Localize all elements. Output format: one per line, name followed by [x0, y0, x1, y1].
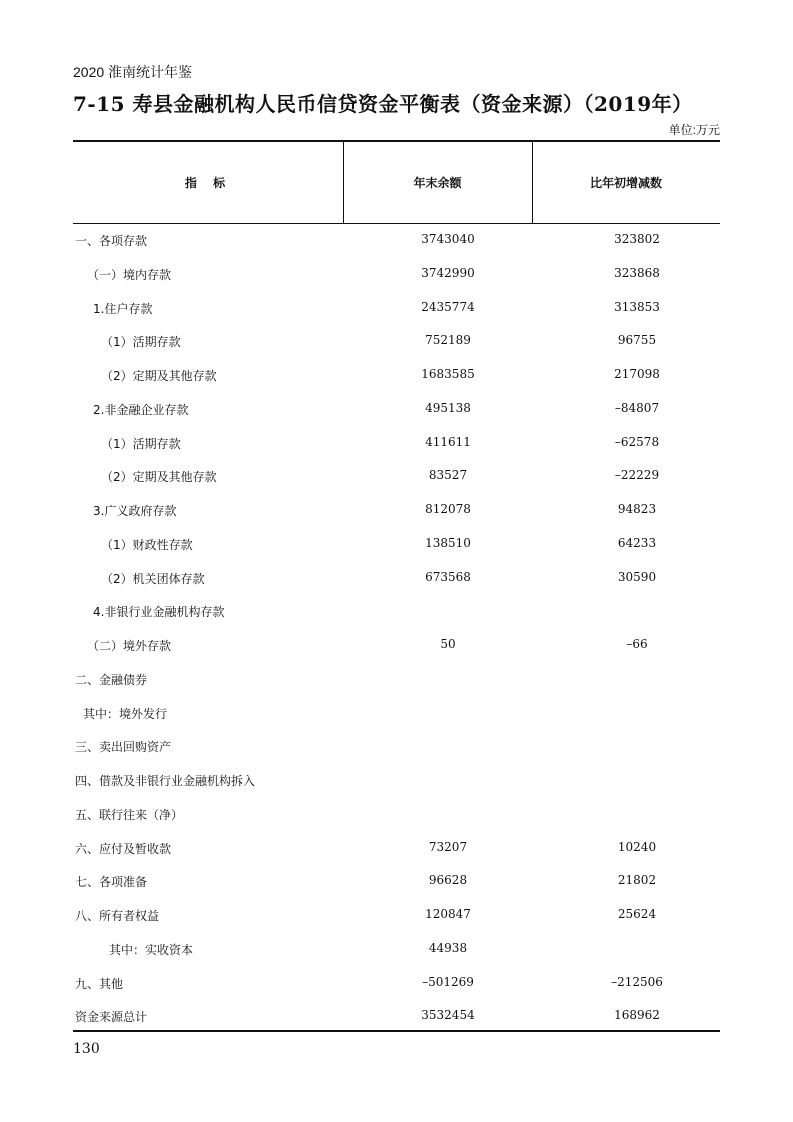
year-end-value: 73207: [428, 839, 468, 854]
table-row: [73, 359, 720, 393]
book-title: 2020 淮南统计年鉴: [73, 64, 193, 80]
unit-label: 单位:万元: [668, 123, 720, 137]
row-label: （一）境内存款: [87, 267, 172, 282]
year-end-value: 673568: [425, 569, 471, 584]
row-label: 九、其他: [75, 976, 124, 991]
table-row: [73, 258, 720, 292]
table-row: [73, 224, 720, 258]
change-value: –212506: [611, 974, 663, 989]
table-row: [73, 697, 720, 731]
change-value: 323868: [614, 265, 660, 280]
row-label: 资金来源总计: [75, 1010, 148, 1025]
change-value: –66: [626, 637, 648, 651]
year-end-value: 3532454: [421, 1008, 475, 1023]
change-value: –22229: [614, 468, 660, 483]
column-header-year-end: 年末余额: [413, 176, 462, 190]
table-bottom-rule: [73, 1030, 720, 1032]
change-value: 30590: [617, 569, 657, 584]
change-value: 217098: [614, 367, 660, 381]
row-label: （2）定期及其他存款: [101, 369, 217, 383]
row-label: 1.住户存款: [93, 301, 153, 316]
table-row: [73, 764, 720, 798]
change-value: 10240: [617, 839, 657, 854]
table-row: [73, 494, 720, 528]
table-row: [73, 933, 720, 967]
table-row: [73, 562, 720, 596]
year-end-value: 96628: [428, 873, 468, 888]
table-row: [73, 528, 720, 562]
row-label: 3.广义政府存款: [93, 504, 177, 518]
row-label: （1）活期存款: [101, 335, 181, 350]
year-end-value: 495138: [425, 400, 471, 415]
year-end-value: 138510: [425, 535, 471, 550]
year-end-value: 1683585: [421, 367, 475, 381]
table-row: [73, 325, 720, 359]
year-end-value: 120847: [425, 907, 471, 921]
row-label: （1）财政性存款: [101, 537, 193, 552]
row-label: 其中：境外发行: [83, 706, 168, 721]
table-top-rule: [73, 140, 720, 142]
row-label: 二、金融债券: [75, 672, 148, 687]
column-header-indicator: 指 标: [184, 176, 232, 190]
table-row: [73, 865, 720, 899]
table-row: [73, 460, 720, 494]
table-row: [73, 1000, 720, 1034]
year-end-value: 812078: [425, 502, 471, 516]
table-row: [73, 798, 720, 832]
change-value: 21802: [617, 873, 657, 888]
year-end-value: 2435774: [421, 299, 475, 314]
table-row: [73, 427, 720, 461]
row-label: （2）机关团体存款: [101, 571, 205, 586]
table-title: 7-15 寿县金融机构人民币信贷资金平衡表（资金来源）（2019年）: [73, 92, 693, 116]
year-end-value: 83527: [428, 468, 468, 483]
row-label: 五、联行往来（净）: [75, 807, 184, 822]
change-value: 25624: [617, 907, 657, 921]
row-label: （1）活期存款: [101, 436, 181, 451]
table-row: [73, 899, 720, 933]
year-end-value: 411611: [425, 434, 471, 449]
row-label: 八、所有者权益: [75, 909, 160, 923]
row-label: 2.非金融企业存款: [93, 402, 189, 417]
change-value: 168962: [614, 1008, 660, 1023]
table-row: [73, 967, 720, 1001]
year-end-value: 50: [440, 637, 456, 651]
year-end-value: 3743040: [421, 232, 475, 246]
year-end-value: –501269: [422, 974, 474, 989]
table-row: [73, 595, 720, 629]
year-end-value: 752189: [425, 333, 471, 348]
change-value: 64233: [617, 535, 657, 550]
year-end-value: 44938: [428, 940, 468, 955]
table-row: [73, 663, 720, 697]
table-row: [73, 832, 720, 866]
row-label: 三、卖出回购资产: [75, 740, 172, 755]
table-row: [73, 292, 720, 326]
table-row: [73, 393, 720, 427]
row-label: 一、各项存款: [75, 234, 148, 248]
table-body: [73, 224, 720, 1034]
table-row: [73, 730, 720, 764]
row-label: 4.非银行业金融机构存款: [93, 605, 225, 620]
row-label: 四、借款及非银行业金融机构拆入: [75, 774, 256, 788]
row-label: 其中：实收资本: [109, 942, 194, 957]
year-end-value: 3742990: [421, 265, 475, 280]
column-header-change: 比年初增减数: [589, 176, 662, 190]
change-value: 96755: [617, 333, 657, 348]
page-number: 130: [73, 1041, 100, 1057]
change-value: 313853: [614, 299, 660, 314]
change-value: –62578: [614, 434, 660, 449]
change-value: 94823: [617, 502, 657, 516]
change-value: 323802: [614, 232, 660, 246]
row-label: 六、应付及暂收款: [75, 841, 172, 856]
table-row: [73, 629, 720, 663]
row-label: （二）境外存款: [87, 639, 172, 653]
row-label: （2）定期及其他存款: [101, 470, 217, 485]
change-value: –84807: [614, 400, 660, 415]
row-label: 七、各项准备: [75, 875, 148, 890]
